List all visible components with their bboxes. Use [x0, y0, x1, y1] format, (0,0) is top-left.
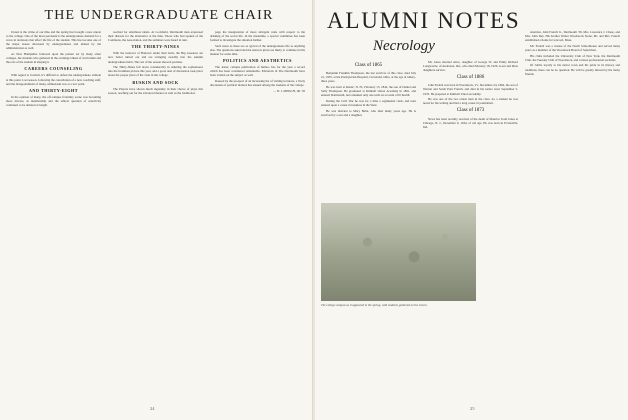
paragraph: With the turnover of Hanover under their belts, the Big Greeners are now better turned out and are swinging steadily into the autumn undergraduate habit. The rest of the season showed promise. [108, 51, 203, 64]
section-heading: POLITICS AND AESTHETICS [223, 58, 292, 64]
paragraph: News has been recently received of the death of Maurice Todd Jones at Chicago, N. J., December 9, 1934, of old age. He was born in Evansville, Ind. [423, 116, 518, 129]
paragraph: With regard to football, it's difficult to defeat the undergraduate attitude at this point. Last season, following the cancellation of a new coaching staff, and the disappointment of many, enthusiasm was at a low point. [6, 73, 101, 86]
paragraph: Such notes as these are as typical of the undergraduate life as anything else. The questions asked and the answers given are likely to continue in this manner for some time. [210, 43, 305, 57]
paragraph: In the opinion of many, the off-campus fraternity scene was becoming more diverse, as membership and the ethical question of selectivity continued to be debated at length. [6, 94, 101, 107]
page-number-left: 24 [150, 406, 155, 411]
left-column-1 [6, 30, 101, 402]
right-column-1 [321, 60, 416, 200]
section-heading: BUSKIN AND SOCK [132, 79, 179, 85]
section-heading: THE THIRTY-NINES [131, 44, 180, 50]
page-title-right: ALUMNI NOTES [327, 8, 521, 33]
section-heading: CAREERS COUNSELING [24, 66, 83, 72]
paragraph: The Players have shown much ingenuity in their choice of plays this season, reaching out for the advanced theater as well as the traditional. [108, 86, 203, 95]
paragraph: reached for rebellious ideals. At Lockfield, Dartmouth men expressed their distaste for the alternative at the time. Those who had spoken of the Commons, the Association, and the seminars were heard in turn. [108, 30, 203, 43]
paragraph: Unrest is the crime of our time and the spring has brought a new unrest to the college. One of the most persistent is the undergraduate demand for a voice in decisions that affect the life of the student. This has become one of the major issues discussed by undergraduates and indeed by the administration as well. [6, 30, 101, 51]
paragraph: page the inauguration of more stringent rules with respect to the drinking of the social life. In the meantime, a special committee has been formed to investigate the situation further. [210, 30, 305, 43]
page-number-right: 25 [470, 406, 475, 411]
section-heading: Class of 1865 [354, 63, 383, 68]
left-column-3 [210, 30, 305, 402]
paragraph: Benjamin Franklin Thompson, the last survivor of this class, died July 21, 1935, at the Presbyterian Hospital, Cleveland, Ohio, at the age of ninety-three years. [321, 71, 416, 84]
paragraph: Of John's loyalty to his native town and his pride in its history and traditions, there can be no question. He will be greatly missed by his many friends. [525, 63, 620, 76]
section-heading: Class of 1873 [456, 108, 485, 114]
paragraph: During the Civil War he was for a time a regimental clerk, and later entered upon a career in business in the West. [321, 98, 416, 107]
section-subtitle: Necrology [373, 38, 435, 54]
right-page [315, 0, 628, 420]
paragraph: His clubs included the University Club of New York, the Dartmouth Club, the Tuesday Club of Woodstock, and various professional societies. [525, 53, 620, 62]
paragraph: He was born at Rustic, N. H., February 15, 1842, the son of Daniel and Sally Thompson. He graduated at Kimball Union Academy in 1861, and entered Dartmouth, but remained only one term on account of ill health. [321, 84, 416, 98]
section-heading: Class of 1886 [456, 75, 485, 81]
right-column-3 [525, 30, 620, 400]
paragraph: attention, John French Jr., Dartmouth '30, Mrs. Lawrence J. Chase, and Mrs. John Dey. His brother Walter Woodstock Stone, Mr. and Mrs. French established a home in Concord, Mass. [525, 30, 620, 43]
right-column-2 [423, 60, 518, 400]
byline: — W. J. MINSCH, JR. '36 [273, 88, 305, 93]
paragraph: He was one of the two oldest men in the class. As a student he was noted for his writing and had a long career in journalism. [423, 97, 518, 106]
left-page [0, 0, 313, 420]
paragraph: John French was born in Woodstock, Vt., December 24, 1864, the son of Warren and Sarah Pratt French, and died in his native town September 5, 1935. He prepared at Kimball Union Academy. [423, 83, 518, 96]
paragraph: Mr. French was a trustee of the North Schoolhouse and served many years as a member of the Woodstock Board of Selectmen. [525, 43, 620, 52]
section-heading: AND THIRTY-EIGHT [28, 87, 79, 93]
paragraph: As New Hampshire followed upon the pattern set by many other colleges, the students who gathered in the evenings talked of curriculum and the role of the student in shaping it. [6, 52, 101, 65]
page-title-left: THE UNDERGRADUATE CHAIR [44, 8, 274, 23]
paragraph: The Jester, campus publication of humor, has for the year a record which has been considered remarkable. Editorials in The Dartmouth have been written on the subject as well. [210, 65, 305, 78]
paragraph: Mr. Jones married Alice, daughter of George W. and Emily Richard Longwortle, of Anderson, Ind., who died February 18, 1929. A son and three daughters survive. [423, 60, 518, 73]
left-column-2 [108, 30, 203, 402]
paragraph: The Thirty-Nines fell down considerably in ushering the sophomores into the freshman picture this year, and a good deal of discussion took place about the proper place of the class in the college. [108, 65, 203, 78]
photo-caption: The college campus as it appeared in the spring, with students gathered on the Green. [321, 303, 428, 307]
paragraph: Roused by the prospect of an increasing list of visiting lecturers, a lively discussion of political matters has ensued among the students of the college. [210, 79, 305, 88]
paragraph: He was married to Mary Belle, who died many years ago. He is survived by a son and a daughter. [321, 108, 416, 117]
